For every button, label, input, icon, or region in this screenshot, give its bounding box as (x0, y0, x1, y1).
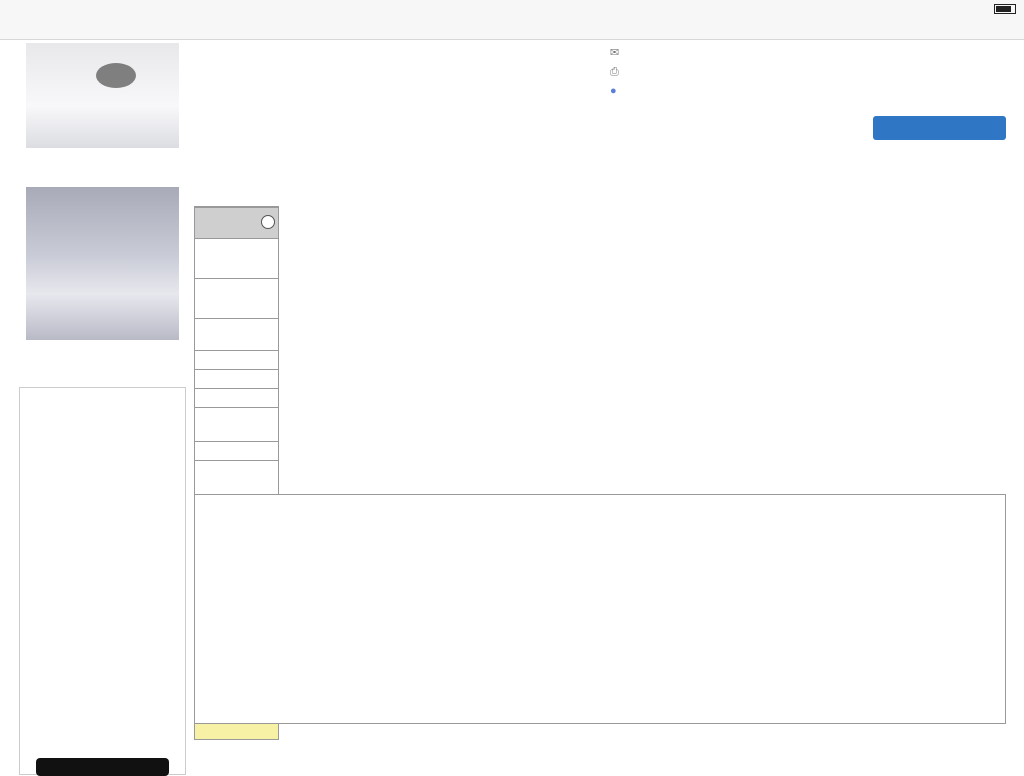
forecast-table (194, 206, 1006, 740)
mysnow-link[interactable] (610, 82, 630, 101)
envelope-icon: ✉ (610, 47, 620, 59)
resort-photo-asahidake[interactable] (26, 43, 179, 148)
radio-unselected-icon[interactable] (261, 215, 275, 229)
resort-photo-pilion[interactable] (26, 187, 179, 340)
print-link[interactable] (610, 63, 630, 82)
printer-icon: ⎙ (610, 66, 619, 78)
resort-ratings-box (19, 387, 186, 775)
ios-status-bar (0, 0, 1024, 40)
unit-fahrenheit-toggle[interactable] (195, 208, 279, 239)
sidebar (0, 40, 200, 768)
freezing-level-label (195, 461, 279, 495)
android-app-badge[interactable] (36, 758, 169, 776)
resort-links (610, 44, 630, 101)
rain-label (195, 370, 279, 389)
snow-label (195, 351, 279, 370)
email-alert-link[interactable] (610, 44, 630, 63)
page-title (246, 150, 986, 174)
is-it-snowing-button[interactable] (873, 116, 1006, 140)
wind-label (195, 279, 279, 319)
battery-indicator (991, 2, 1016, 16)
humidity-label (195, 442, 279, 461)
icons-label-cell (195, 239, 279, 279)
summary-label (195, 319, 279, 351)
user-icon: ● (610, 85, 617, 97)
feel-label (195, 408, 279, 442)
freezing-level-chart (195, 495, 1006, 724)
sunrise-label (195, 724, 279, 740)
temp-label (195, 389, 279, 408)
battery-icon (994, 4, 1016, 14)
